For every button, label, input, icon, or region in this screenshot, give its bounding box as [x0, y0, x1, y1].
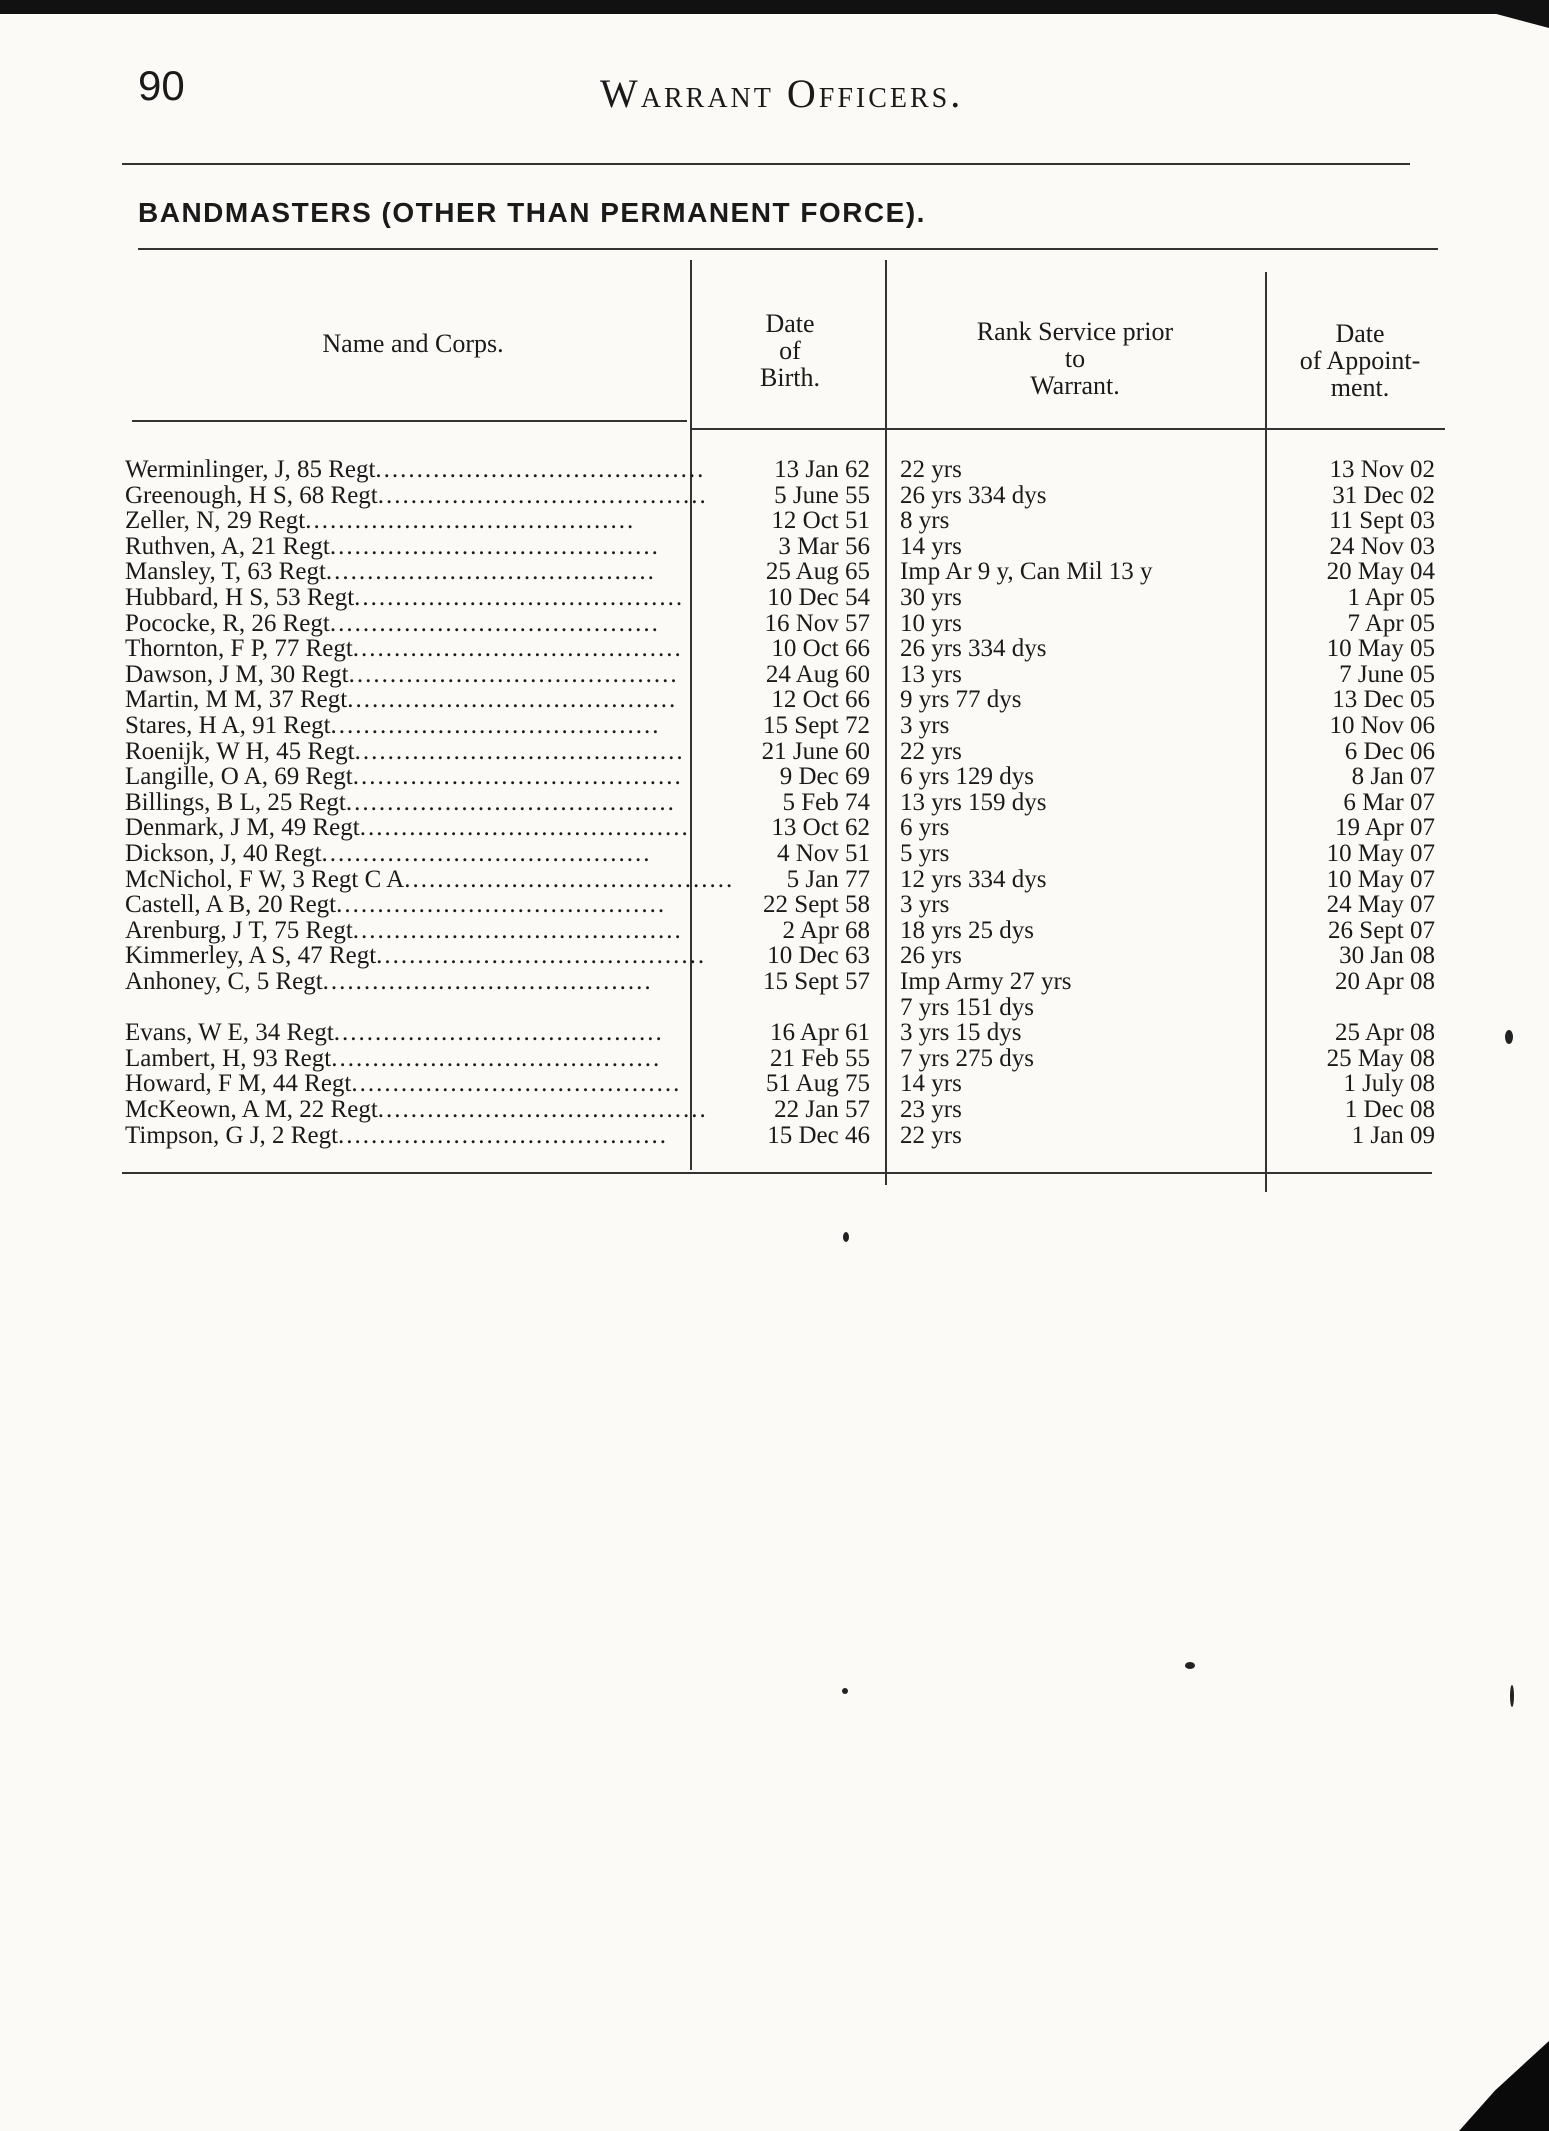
rank-service: 14 yrs — [900, 1070, 962, 1097]
table-row-name — [125, 686, 678, 713]
date-of-birth: 10 Dec 63 — [767, 942, 870, 969]
date-of-appointment: 8 Jan 07 — [1351, 763, 1435, 790]
column-header-dob — [700, 310, 880, 391]
header-appointment-line: of Appoint- — [1299, 346, 1421, 375]
name-and-corps: Billings, B L, 25 Regt — [125, 789, 346, 816]
date-of-appointment: 20 May 04 — [1326, 558, 1435, 585]
ink-speck — [1185, 1662, 1195, 1669]
header-appointment-line: ment. — [1330, 373, 1390, 402]
rank-service: 7 yrs 151 dys — [900, 994, 1035, 1021]
header-dob-line: Birth. — [760, 363, 820, 392]
table-row-name — [125, 892, 673, 918]
rank-service: Imp Army 27 yrs — [900, 968, 1072, 995]
date-of-birth: 51 Aug 75 — [765, 1070, 870, 1097]
date-of-birth: 10 Dec 54 — [767, 584, 870, 611]
table-row-name — [125, 789, 676, 816]
table-row-name — [125, 611, 673, 637]
page-number: 90 — [138, 62, 185, 109]
date-of-appointment: 24 Nov 03 — [1329, 533, 1435, 560]
date-of-appointment: 1 July 08 — [1343, 1070, 1435, 1097]
date-of-birth: 21 Feb 55 — [770, 1045, 870, 1072]
name-and-corps: Timpson, G J, 2 Regt — [125, 1122, 339, 1149]
date-of-appointment: 25 Apr 08 — [1335, 1019, 1435, 1046]
table-row-name — [125, 917, 683, 944]
leader-dots: ........................................ — [351, 1070, 682, 1097]
name-and-corps: Pococke, R, 26 Regt — [125, 610, 330, 637]
name-and-corps: Stares, H A, 91 Regt — [125, 712, 331, 739]
name-and-corps: Howard, F M, 44 Regt — [125, 1070, 352, 1097]
rank-service: 22 yrs — [900, 456, 962, 483]
rank-service: 14 yrs — [900, 533, 962, 560]
leader-dots: ........................................ — [338, 1122, 669, 1149]
header-bottom-rule-right — [690, 428, 1445, 430]
header-rank-line: to — [1064, 344, 1086, 373]
rank-service: 23 yrs — [900, 1096, 962, 1123]
date-of-birth: 12 Oct 51 — [771, 507, 870, 534]
date-of-birth: 9 Dec 69 — [779, 763, 870, 790]
header-rank-line: Warrant. — [1030, 371, 1120, 400]
header-dob-line: Date — [765, 309, 815, 338]
name-and-corps: Ruthven, A, 21 Regt — [125, 533, 330, 560]
name-and-corps: Hubbard, H S, 53 Regt — [125, 584, 355, 611]
rank-service: 13 yrs — [900, 661, 962, 688]
name-and-corps: McKeown, A M, 22 Regt — [125, 1096, 378, 1123]
table-row-name — [125, 508, 673, 534]
table-row-name — [125, 1046, 673, 1072]
rank-service: 9 yrs 77 dys — [900, 686, 1022, 713]
leader-dots: ........................................ — [377, 482, 708, 509]
leader-dots: ........................................ — [376, 942, 707, 969]
date-of-appointment: 13 Nov 02 — [1329, 456, 1435, 483]
date-of-birth: 24 Aug 60 — [765, 661, 870, 688]
ink-speck — [842, 1688, 848, 1694]
name-and-corps: Dawson, J M, 30 Regt — [125, 661, 349, 688]
leader-dots: ........................................ — [404, 866, 735, 893]
header-rank-line: Rank Service prior — [976, 317, 1174, 346]
date-of-appointment: 10 May 05 — [1326, 635, 1435, 662]
date-of-appointment: 1 Apr 05 — [1347, 584, 1435, 611]
date-of-appointment: 31 Dec 02 — [1332, 482, 1435, 509]
column-header-name — [138, 330, 688, 357]
leader-dots: ........................................ — [359, 814, 690, 841]
table-row-name — [125, 1096, 708, 1123]
header-rule — [122, 163, 1410, 165]
date-of-appointment: 10 May 07 — [1326, 866, 1435, 893]
name-and-corps: Evans, W E, 34 Regt — [125, 1019, 334, 1046]
leader-dots: ........................................ — [333, 1019, 664, 1046]
date-of-appointment: 6 Dec 06 — [1344, 738, 1435, 765]
name-and-corps: McNichol, F W, 3 Regt C A — [125, 866, 405, 893]
rank-service: 6 yrs 129 dys — [900, 763, 1035, 790]
table-row-name — [125, 456, 706, 483]
date-of-appointment: 20 Apr 08 — [1335, 968, 1435, 995]
date-of-appointment: 26 Sept 07 — [1328, 917, 1435, 944]
leader-dots: ........................................ — [352, 635, 683, 662]
rank-service: 26 yrs — [900, 942, 962, 969]
section-heading: BANDMASTERS (OTHER THAN PERMANENT FORCE). — [138, 197, 926, 228]
date-of-birth: 5 Feb 74 — [782, 789, 870, 816]
leader-dots: ........................................ — [336, 891, 667, 918]
rank-service: 22 yrs — [900, 1122, 962, 1149]
rank-service: 26 yrs 334 dys — [900, 635, 1047, 662]
leader-dots: ........................................ — [354, 584, 685, 611]
header-bottom-rule — [132, 420, 687, 422]
date-of-birth: 3 Mar 56 — [778, 533, 870, 560]
date-of-birth: 15 Sept 72 — [763, 712, 870, 739]
rank-service: 13 yrs 159 dys — [900, 789, 1047, 816]
leader-dots: ........................................ — [375, 456, 706, 483]
column-header-rank — [895, 318, 1255, 399]
name-and-corps: Greenough, H S, 68 Regt — [125, 482, 378, 509]
name-and-corps: Castell, A B, 20 Regt — [125, 891, 337, 918]
date-of-appointment: 7 Apr 05 — [1347, 610, 1435, 637]
table-top-rule — [138, 248, 1438, 250]
table-row-name — [125, 738, 685, 765]
date-of-birth: 4 Nov 51 — [776, 840, 870, 867]
name-and-corps: Thornton, F P, 77 Regt — [125, 635, 353, 662]
date-of-appointment: 11 Sept 03 — [1328, 507, 1435, 534]
rank-service: 22 yrs — [900, 738, 962, 765]
date-of-birth: 13 Jan 62 — [774, 456, 870, 483]
table-row-name — [125, 635, 683, 662]
rank-service: 18 yrs 25 dys — [900, 917, 1035, 944]
leader-dots: ........................................ — [331, 1045, 662, 1072]
date-of-appointment: 1 Dec 08 — [1344, 1096, 1435, 1123]
rank-service: 10 yrs — [900, 610, 962, 637]
leader-dots: ........................................ — [352, 917, 683, 944]
date-of-birth: 16 Nov 57 — [764, 610, 870, 637]
table-row-name — [125, 1123, 673, 1149]
leader-dots: ........................................ — [330, 712, 661, 739]
rank-service: 12 yrs 334 dys — [900, 866, 1047, 893]
table-row-name — [125, 814, 690, 841]
table-row-name — [125, 482, 708, 509]
leader-dots: ........................................ — [345, 789, 676, 816]
leader-dots: ........................................ — [305, 507, 636, 534]
leader-dots: ........................................ — [352, 763, 683, 790]
name-and-corps: Zeller, N, 29 Regt — [125, 507, 306, 534]
name-and-corps: Dickson, J, 40 Regt — [125, 840, 322, 867]
date-of-birth: 2 Apr 68 — [782, 917, 870, 944]
leader-dots: ........................................ — [377, 1096, 708, 1123]
rank-service: 3 yrs — [900, 891, 950, 918]
table-row-name — [125, 763, 683, 790]
table-row-name — [125, 713, 673, 739]
table-row-name — [125, 942, 707, 969]
date-of-birth: 13 Oct 62 — [771, 814, 870, 841]
ink-speck — [1505, 1030, 1513, 1044]
name-and-corps: Roenijk, W H, 45 Regt — [125, 738, 355, 765]
table-row-name — [125, 534, 673, 560]
table-row-name — [125, 969, 673, 995]
rank-service: 3 yrs 15 dys — [900, 1019, 1022, 1046]
date-of-appointment: 10 Nov 06 — [1329, 712, 1435, 739]
name-and-corps: Mansley, T, 63 Regt — [125, 558, 326, 585]
date-of-birth: 15 Dec 46 — [767, 1122, 870, 1149]
table-row-name — [125, 1070, 682, 1097]
name-and-corps: Werminlinger, J, 85 Regt — [125, 456, 376, 483]
rank-service: 6 yrs — [900, 814, 950, 841]
column-header-appointment — [1275, 320, 1445, 401]
date-of-appointment: 25 May 08 — [1326, 1045, 1435, 1072]
date-of-birth: 10 Oct 66 — [771, 635, 870, 662]
column-divider-1 — [690, 260, 692, 1170]
leader-dots: ........................................ — [347, 686, 678, 713]
date-of-birth: 15 Sept 57 — [763, 968, 870, 995]
header-appointment-line: Date — [1335, 319, 1385, 348]
date-of-appointment: 6 Mar 07 — [1343, 789, 1435, 816]
date-of-birth: 12 Oct 66 — [771, 686, 870, 713]
leader-dots: ........................................ — [329, 610, 660, 637]
name-and-corps: Kimmerley, A S, 47 Regt — [125, 942, 377, 969]
page-bottom-corner-shadow — [1459, 2041, 1549, 2131]
table-row-name — [125, 1020, 673, 1046]
running-head: Warrant Officers. — [600, 71, 964, 116]
leader-dots: ........................................ — [354, 738, 685, 765]
date-of-appointment: 7 June 05 — [1339, 661, 1435, 688]
rank-service: 26 yrs 334 dys — [900, 482, 1047, 509]
leader-dots: ........................................ — [322, 968, 653, 995]
leader-dots: ........................................ — [348, 661, 679, 688]
column-divider-2 — [885, 260, 887, 1185]
date-of-birth: 16 Apr 61 — [770, 1019, 870, 1046]
name-and-corps: Langille, O A, 69 Regt — [125, 763, 353, 790]
page-top-edge — [0, 0, 1549, 14]
date-of-birth: 5 June 55 — [774, 482, 870, 509]
date-of-birth: 5 Jan 77 — [786, 866, 870, 893]
table-row-name — [125, 841, 673, 867]
leader-dots: ........................................ — [329, 533, 660, 560]
table-row-name — [125, 584, 685, 611]
name-and-corps: Anhoney, C, 5 Regt — [125, 968, 323, 995]
rank-service: Imp Ar 9 y, Can Mil 13 y — [900, 558, 1153, 585]
date-of-appointment: 1 Jan 09 — [1351, 1122, 1435, 1149]
leader-dots: ........................................ — [325, 558, 656, 585]
date-of-birth: 25 Aug 65 — [765, 558, 870, 585]
table-row-name — [125, 866, 735, 893]
leader-dots: ........................................ — [321, 840, 652, 867]
rank-service: 8 yrs — [900, 507, 950, 534]
name-and-corps: Denmark, J M, 49 Regt — [125, 814, 360, 841]
date-of-appointment: 10 May 07 — [1326, 840, 1435, 867]
header-name-text: Name and Corps. — [322, 329, 504, 358]
rank-service: 30 yrs — [900, 584, 962, 611]
date-of-birth: 22 Jan 57 — [774, 1096, 870, 1123]
date-of-birth: 21 June 60 — [761, 738, 870, 765]
name-and-corps: Martin, M M, 37 Regt — [125, 686, 348, 713]
rank-service: 5 yrs — [900, 840, 950, 867]
table-row-name — [125, 559, 673, 585]
date-of-appointment: 24 May 07 — [1326, 891, 1435, 918]
ink-speck — [1510, 1685, 1514, 1707]
ink-speck — [843, 1232, 849, 1242]
table-row-name — [125, 661, 679, 688]
header-dob-line: of — [779, 336, 801, 365]
column-divider-3 — [1265, 272, 1267, 1192]
rank-service: 7 yrs 275 dys — [900, 1045, 1035, 1072]
date-of-appointment: 13 Dec 05 — [1332, 686, 1435, 713]
rank-service: 3 yrs — [900, 712, 950, 739]
name-and-corps: Lambert, H, 93 Regt — [125, 1045, 332, 1072]
name-and-corps: Arenburg, J T, 75 Regt — [125, 917, 353, 944]
table-bottom-rule — [122, 1172, 1432, 1174]
date-of-appointment: 30 Jan 08 — [1339, 942, 1435, 969]
date-of-birth: 22 Sept 58 — [763, 891, 870, 918]
date-of-appointment: 19 Apr 07 — [1335, 814, 1435, 841]
